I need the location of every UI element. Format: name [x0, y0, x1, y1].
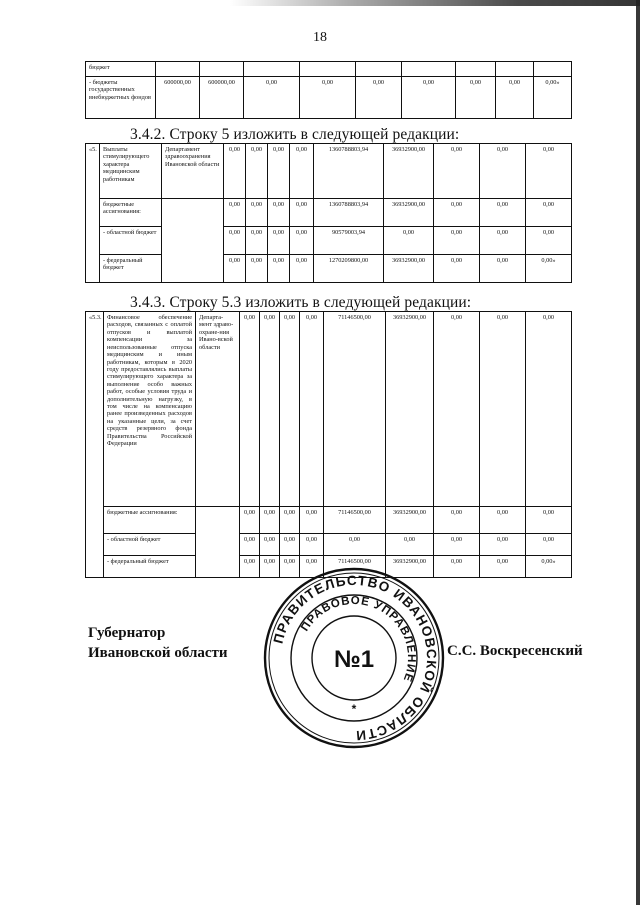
scan-edge-right — [636, 0, 640, 905]
cell-value: 0,00 — [402, 77, 456, 119]
heading-3-4-2: 3.4.2. Строку 5 изложить в следующей редакции: — [130, 126, 460, 143]
cell-value: 0,00 — [240, 312, 260, 507]
executor: Департамент здравоохранения Ивановской области — [162, 144, 224, 199]
page-number: 18 — [313, 30, 327, 45]
table-continuation — [85, 61, 572, 119]
cell-value: 0,00 — [434, 144, 480, 199]
cell-value: 0,00 — [300, 312, 324, 507]
cell-value: 0,00 — [280, 507, 300, 534]
cell-value: 0,00 — [280, 534, 300, 556]
cell-value: 36932900,00 — [386, 556, 434, 578]
cell-value: 0,00 — [268, 199, 290, 227]
cell-value: 0,00 — [224, 144, 246, 199]
signatory-title — [88, 624, 228, 663]
table-row — [86, 507, 572, 534]
table-row — [86, 77, 572, 119]
cell-value: 0,00 — [260, 312, 280, 507]
cell-value: 1360788803,94 — [314, 144, 384, 199]
cell-value: 0,00 — [480, 144, 526, 199]
cell-value: 600000,00 — [156, 77, 200, 119]
row-label: Выплаты стимулирующего характера медицинским работникам — [100, 144, 162, 199]
signatory-name: С.С. Воскресенский — [447, 643, 583, 659]
cell-value: 0,00 — [244, 77, 300, 119]
seal-center-number: №1 — [333, 646, 375, 673]
row-number: «5.3. — [86, 312, 104, 578]
cell-value: 36932900,00 — [386, 312, 434, 507]
cell-value: 0,00 — [526, 227, 572, 255]
cell-value: 0,00 — [246, 199, 268, 227]
cell-value: 0,00 — [526, 507, 572, 534]
cell-value: 71146500,00 — [324, 312, 386, 507]
cell-value: 0,00 — [434, 507, 480, 534]
cell-value: 0,00 — [240, 507, 260, 534]
cell-value: 1360788803,94 — [314, 199, 384, 227]
seal-star: * — [351, 702, 357, 716]
cell-value: 0,00 — [434, 199, 480, 227]
cell-value: 36932900,00 — [384, 199, 434, 227]
cell-value: 0,00 — [480, 534, 526, 556]
table-row — [86, 199, 572, 227]
cell-value: 0,00 — [290, 255, 314, 283]
cell-value: 0,00 — [496, 77, 534, 119]
table-row-5 — [85, 143, 572, 283]
cell-value: 0,00 — [356, 77, 402, 119]
cell-value: 0,00 — [324, 534, 386, 556]
row-label: - областной бюджет — [104, 534, 196, 556]
row-label: - бюджеты государственных внебюджетных фондов — [86, 77, 156, 119]
cell-value: 0,00 — [268, 227, 290, 255]
cell-value: 0,00 — [300, 507, 324, 534]
row-label: Финансовое обеспечение расходов, связанных с оплатой отпусков и выплатой компенсации за неиспользованные отпуска медицинским и иным работникам, которым в 2020 году предоставлялись выплаты стимулирующего характера за выполнение особо важных работ, особые условия труда и дополнительную нагрузку, в том числе на компенсацию ранее произведенных расходов на указанные цели, за счет средств резервного фонда Правительства Российской Федерации — [104, 312, 196, 507]
executor-empty — [196, 507, 240, 578]
table-row — [86, 534, 572, 556]
cell-value: 0,00 — [290, 144, 314, 199]
table-row — [86, 144, 572, 199]
cell-value: 0,00 — [300, 534, 324, 556]
row-label: - федеральный бюджет — [104, 556, 196, 578]
table-row — [86, 255, 572, 283]
cell-value: 0,00 — [290, 227, 314, 255]
cell-value: 0,00» — [526, 255, 572, 283]
table-row — [86, 312, 572, 507]
row-label: бюджет — [86, 62, 156, 77]
cell-value: 0,00» — [534, 77, 572, 119]
cell-value: 0,00 — [434, 255, 480, 283]
cell-value: 0,00 — [260, 534, 280, 556]
table-row — [86, 62, 572, 77]
cell-value: 0,00 — [268, 255, 290, 283]
cell-value: 0,00 — [300, 556, 324, 578]
cell-value: 0,00 — [224, 199, 246, 227]
cell-value: 0,00 — [280, 556, 300, 578]
row-label: бюджетные ассигнования: — [100, 199, 162, 227]
cell-value: 36932900,00 — [384, 144, 434, 199]
cell-value: 0,00 — [480, 507, 526, 534]
cell-value: 0,00 — [246, 227, 268, 255]
table-row — [86, 227, 572, 255]
cell-value: 0,00 — [240, 534, 260, 556]
cell-value: 0,00 — [434, 227, 480, 255]
cell-value: 0,00 — [480, 556, 526, 578]
cell-value: 0,00 — [280, 312, 300, 507]
signatory-title-line1: Губернатор — [88, 625, 166, 641]
cell-value: 0,00 — [260, 556, 280, 578]
cell-value: 0,00 — [480, 255, 526, 283]
cell-value: 0,00 — [246, 144, 268, 199]
scan-edge-top — [230, 0, 640, 6]
cell-value: 71146500,00 — [324, 556, 386, 578]
cell-value: 0,00 — [300, 77, 356, 119]
row-label: - областной бюджет — [100, 227, 162, 255]
row-number: «5. — [86, 144, 100, 283]
cell-value: 0,00 — [480, 312, 526, 507]
cell-value: 0,00 — [386, 534, 434, 556]
seal-inner-text: ПРАВОВОЕ УПРАВЛЕНИЕ — [299, 594, 418, 684]
cell-value: 0,00 — [260, 507, 280, 534]
cell-value: 0,00 — [434, 556, 480, 578]
cell-value: 0,00 — [526, 199, 572, 227]
cell-value: 0,00 — [240, 556, 260, 578]
cell-value: 0,00 — [480, 199, 526, 227]
cell-value: 36932900,00 — [384, 255, 434, 283]
seal-outer-text: ПРАВИТЕЛЬСТВО ИВАНОВСКОЙ ОБЛАСТИ — [270, 572, 440, 744]
table-row-5-3 — [85, 311, 572, 578]
cell-value: 0,00 — [526, 534, 572, 556]
cell-value: 0,00 — [526, 144, 572, 199]
cell-value: 0,00 — [268, 144, 290, 199]
cell-value: 0,00 — [434, 312, 480, 507]
signatory-title-line2: Ивановской области — [88, 644, 228, 661]
cell-value: 71146500,00 — [324, 507, 386, 534]
cell-value: 0,00 — [480, 227, 526, 255]
heading-3-4-3: 3.4.3. Строку 5.3 изложить в следующей редакции: — [130, 294, 472, 311]
row-label: - федеральный бюджет — [100, 255, 162, 283]
executor: Департа-мент здраво-охране-ния Ивано-вской области — [196, 312, 240, 507]
executor-empty — [162, 199, 224, 283]
cell-value: 0,00 — [384, 227, 434, 255]
cell-value: 0,00 — [434, 534, 480, 556]
cell-value: 36932900,00 — [386, 507, 434, 534]
cell-value: 0,00 — [246, 255, 268, 283]
cell-value: 90579003,94 — [314, 227, 384, 255]
row-label: бюджетные ассигнования: — [104, 507, 196, 534]
cell-value: 0,00 — [456, 77, 496, 119]
cell-value: 600000,00 — [200, 77, 244, 119]
cell-value: 0,00 — [224, 227, 246, 255]
cell-value: 0,00» — [526, 556, 572, 578]
cell-value: 0,00 — [224, 255, 246, 283]
cell-value: 0,00 — [290, 199, 314, 227]
cell-value: 0,00 — [526, 312, 572, 507]
official-seal — [262, 566, 446, 750]
cell-value: 1270209800,00 — [314, 255, 384, 283]
